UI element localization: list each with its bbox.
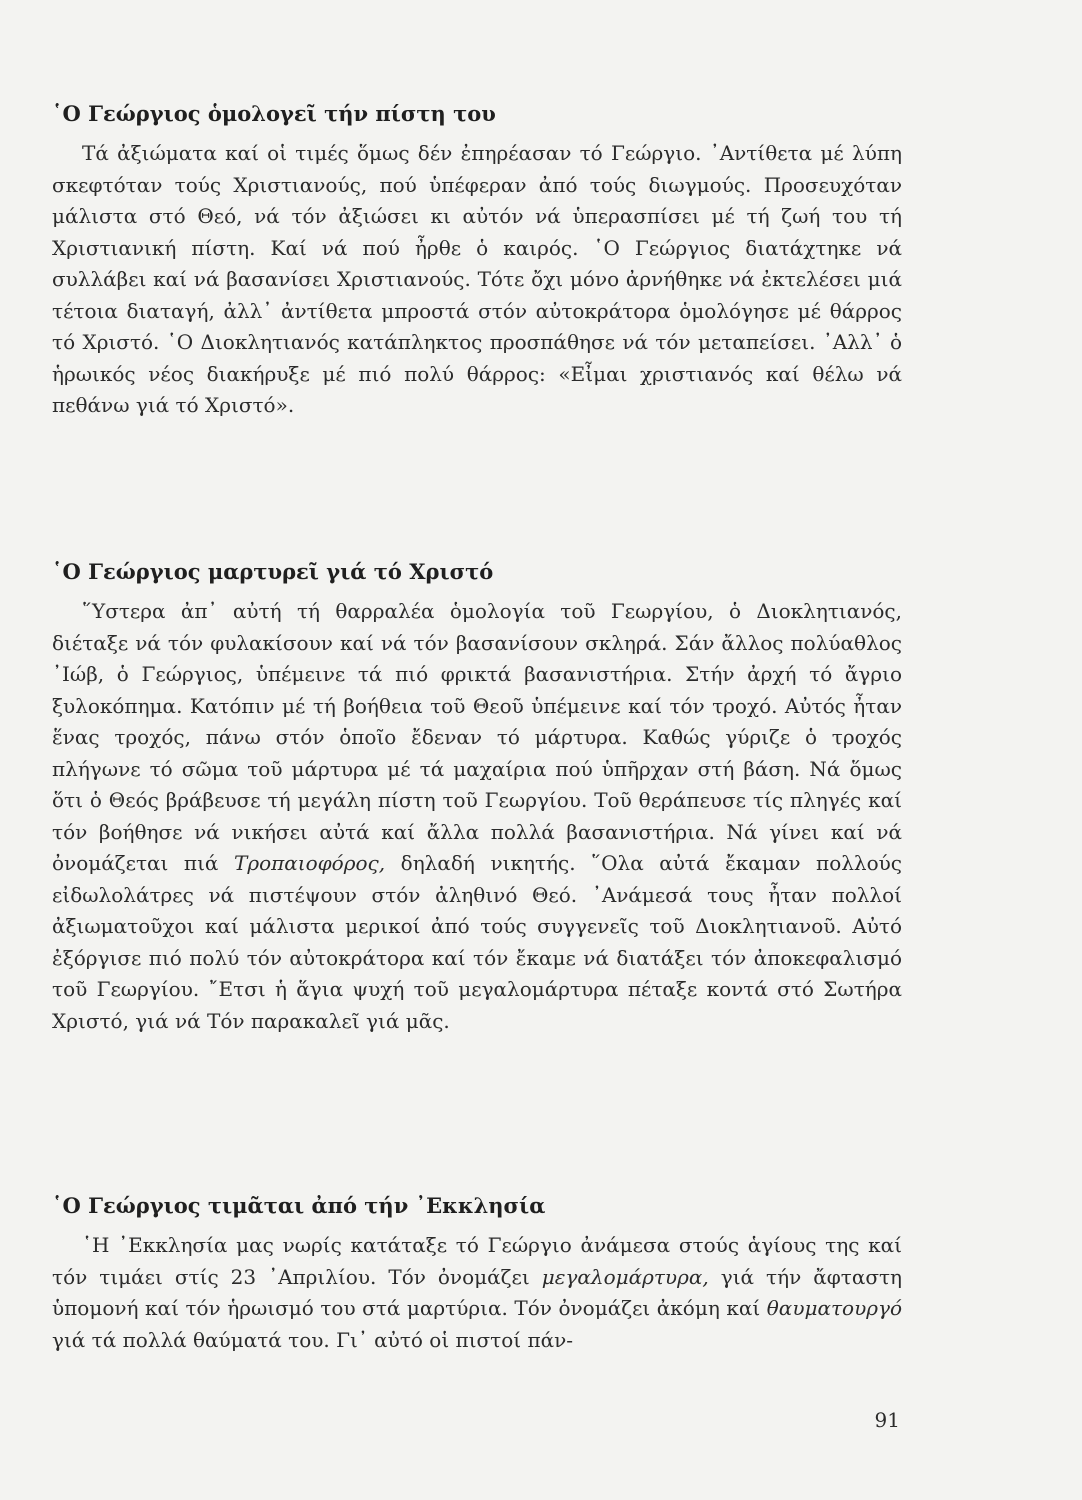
paragraph-text: ῞Υστερα ἀπ᾿ αὐτή τή θαρραλέα ὁμολογία τοῦ Γεωργίου, ὁ Διοκλητιανός, διέταξε νά τόν φυλακίσουν καί νά τόν βασανίσουν σκληρά. Σάν ἄλλος πολύαθλος ᾿Ιώβ, ὁ Γεώργιος, ὑπέμεινε τά πιό φρικτά βασανιστήρια. Στήν ἀρχή τό ἄγριο ξυλοκόπημα. Κατόπιν μέ τή βοήθεια τοῦ Θεοῦ ὑπέμεινε καί τόν τροχό. Αὐτός ἦταν ἕνας τροχός, πάνω στόν ὁποῖο ἔδεναν τό μάρτυρα. Καθώς γύριζε ὁ τροχός πλήγωνε τό σῶμα τοῦ μάρτυρα μέ τά μαχαίρια πού ὑπῆρχαν στή βάση. Νά ὅμως ὅτι ὁ Θεός βράβευσε τή μεγάλη πίστη τοῦ Γεωργίου. Τοῦ θεράπευσε τίς πληγές καί τόν βοήθησε νά νικήσει αὐτά καί ἄλλα πολλά βασανιστήρια. Νά γίνει καί νά ὀνομάζεται πιά bbox=[52, 599, 902, 875]
section-paragraph bbox=[52, 596, 902, 1037]
paragraph-text: γιά τά πολλά θαύματά του. Γι᾿ αὐτό οἱ πιστοί πάν- bbox=[52, 1327, 574, 1352]
page-number: 91 bbox=[874, 1408, 900, 1432]
section-martyrdom bbox=[52, 558, 902, 1037]
paragraph-text: ῾Η ᾿Εκκλησία μας νωρίς κατάταξε τό Γεώργιο ἀνάμεσα στούς ἁγίους της καί τόν τιμάει στίς 23 ᾿Απριλίου. Τόν ὀνομάζει bbox=[52, 1233, 902, 1289]
italic-term: Τροπαιοφόρος, bbox=[234, 851, 386, 875]
section-paragraph bbox=[52, 1230, 902, 1356]
paragraph-text: δηλαδή νικητής. ῞Ολα αὐτά ἔκαμαν πολλούς εἰδωλολάτρες νά πιστέψουν στόν ἀληθινό Θεό. ᾿Ανάμεσά τους ἦταν πολλοί ἀξιωματοῦχοι καί μάλιστα μερικοί ἀπό τούς συγγενεῖς τοῦ Διοκλητιανοῦ. Αὐτό ἐξόργισε πιό πολύ τόν αὐτοκράτορα καί τόν ἔκαμε νά διατάξει τόν ἀποκεφαλισμό τοῦ Γεωργίου. ῎Ετσι ἡ ἅγια ψυχή τοῦ μεγαλομάρτυρα πέταξε κοντά στό Σωτήρα Χριστό, γιά νά Τόν παρακαλεῖ γιά μᾶς. bbox=[52, 851, 902, 1033]
italic-term: μεγαλομάρτυρα, bbox=[541, 1264, 709, 1289]
section-church-honor bbox=[52, 1192, 902, 1356]
section-heading: ῾Ο Γεώργιος μαρτυρεῖ γιά τό Χριστό bbox=[52, 559, 494, 584]
section-heading: ῾Ο Γεώργιος τιμᾶται ἀπό τήν ᾿Εκκλησία bbox=[52, 1193, 546, 1218]
section-heading: ῾Ο Γεώργιος ὁμολογεῖ τήν πίστη του bbox=[52, 101, 496, 126]
paragraph-text: γιά τήν ἄφταστη ὑπομονή καί τόν ἡρωισμό του στά μαρτύρια. Τόν ὀνομάζει ἀκόμη καί bbox=[52, 1264, 903, 1320]
section-paragraph: Τά ἀξιώματα καί οἱ τιμές ὅμως δέν ἐπηρέασαν τό Γεώργιο. ᾿Αντίθετα μέ λύπη σκεφτόταν τούς Χριστιανούς, πού ὑπέφεραν ἀπό τούς διωγμούς. Προσευχόταν μάλιστα στό Θεό, νά τόν ἀξιώσει κι αὐτόν νά ὑπερασπίσει μέ τή ζωή του τή Χριστιανική πίστη. Καί νά πού ἦρθε ὁ καιρός. ῾Ο Γεώργιος διατάχτηκε νά συλλάβει καί νά βασανίσει Χριστιανούς. Τότε ὄχι μόνο ἀρνήθηκε νά ἐκτελέσει μιά τέτοια διαταγή, ἀλλ᾿ ἀντίθετα μπροστά στόν αὐτοκράτορα ὁμολόγησε μέ θάρρος τό Χριστό. ῾Ο Διοκλητιανός κατάπληκτος προσπάθησε νά τόν μεταπείσει. ᾿Αλλ᾿ ὁ ἡρωικός νέος διακήρυξε μέ πιό πολύ θάρρος: «Εἶμαι χριστιανός καί θέλω νά πεθάνω γιά τό Χριστό». bbox=[52, 141, 902, 417]
italic-term: θαυματουργό bbox=[766, 1296, 902, 1320]
section-confession bbox=[52, 100, 902, 422]
